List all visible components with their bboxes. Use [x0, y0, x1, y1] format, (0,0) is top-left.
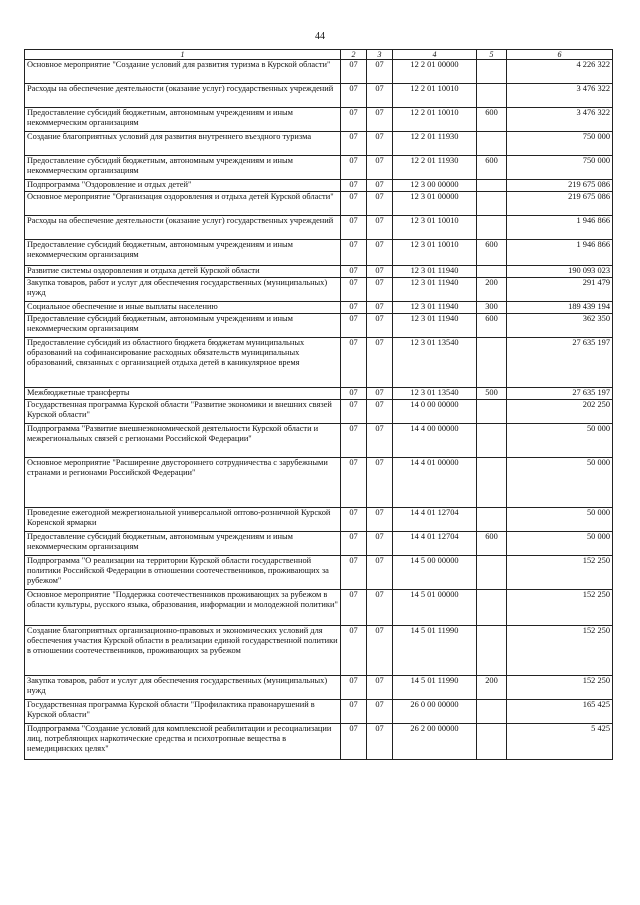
row-amount: 152 250	[507, 626, 613, 676]
budget-table	[24, 49, 613, 760]
table-row	[25, 424, 613, 458]
row-amount: 750 000	[507, 156, 613, 180]
row-amount: 50 000	[507, 508, 613, 532]
row-target-article: 14 5 01 11990	[393, 626, 477, 676]
row-subsection: 07	[367, 192, 393, 216]
row-subsection: 07	[367, 590, 393, 626]
row-expense-type	[477, 216, 507, 240]
row-target-article: 14 5 01 11990	[393, 676, 477, 700]
row-name: Предоставление субсидий бюджетным, автономным учреждениям и иным некоммерческим организациям	[25, 156, 341, 180]
row-name: Расходы на обеспечение деятельности (оказание услуг) государственных учреждений	[25, 216, 341, 240]
row-expense-type: 500	[477, 388, 507, 400]
row-target-article: 12 2 01 00000	[393, 60, 477, 84]
row-name: Подпрограмма "Развитие внешнеэкономической деятельности Курской области и межрегиональных связей с регионами Российской Федерации"	[25, 424, 341, 458]
row-section: 07	[341, 60, 367, 84]
column-header-name: 1	[25, 50, 341, 60]
row-section: 07	[341, 266, 367, 278]
row-expense-type	[477, 132, 507, 156]
row-target-article: 14 4 01 12704	[393, 508, 477, 532]
row-name: Проведение ежегодной межрегиональной универсальной оптово-розничной Курской Коренской ярмарки	[25, 508, 341, 532]
row-section: 07	[341, 424, 367, 458]
row-amount: 5 425	[507, 724, 613, 760]
row-expense-type: 200	[477, 676, 507, 700]
row-subsection: 07	[367, 676, 393, 700]
row-name: Предоставление субсидий бюджетным, автономным учреждениям и иным некоммерческим организациям	[25, 532, 341, 556]
row-amount: 50 000	[507, 424, 613, 458]
row-amount: 152 250	[507, 590, 613, 626]
table-row	[25, 700, 613, 724]
table-row	[25, 676, 613, 700]
row-expense-type	[477, 84, 507, 108]
row-name: Развитие системы оздоровления и отдыха детей Курской области	[25, 266, 341, 278]
row-section: 07	[341, 676, 367, 700]
row-section: 07	[341, 156, 367, 180]
row-target-article: 14 5 01 00000	[393, 590, 477, 626]
row-name: Предоставление субсидий бюджетным, автономным учреждениям и иным некоммерческим организациям	[25, 108, 341, 132]
row-name: Закупка товаров, работ и услуг для обеспечения государственных (муниципальных) нужд	[25, 676, 341, 700]
row-expense-type	[477, 338, 507, 388]
row-subsection: 07	[367, 424, 393, 458]
row-name: Основное мероприятие "Поддержка соотечественников проживающих за рубежом в области культуры, русского языка, образования, информации и молодежной политики"	[25, 590, 341, 626]
row-expense-type	[477, 400, 507, 424]
row-expense-type: 600	[477, 240, 507, 266]
table-row	[25, 724, 613, 760]
row-section: 07	[341, 192, 367, 216]
row-subsection: 07	[367, 240, 393, 266]
row-name: Подпрограмма "Создание условий для комплексной реабилитации и ресоциализации лиц, потребляющих наркотические средства и психотропные вещества в немедицинских целях"	[25, 724, 341, 760]
page-number: 44	[315, 31, 325, 42]
table-row	[25, 240, 613, 266]
table-row	[25, 132, 613, 156]
row-section: 07	[341, 84, 367, 108]
row-target-article: 14 4 01 00000	[393, 458, 477, 508]
row-section: 07	[341, 700, 367, 724]
table-row	[25, 314, 613, 338]
row-name: Предоставление субсидий бюджетным, автономным учреждениям и иным некоммерческим организациям	[25, 314, 341, 338]
budget-table-body	[25, 60, 613, 760]
table-row	[25, 216, 613, 240]
table-row	[25, 400, 613, 424]
row-amount: 4 226 322	[507, 60, 613, 84]
row-name: Создание благоприятных организационно-правовых и экономических условий для обеспечения участия Курской области в реализации единой государственной политики в отношении соотечественников, проживающих за рубежом	[25, 626, 341, 676]
row-section: 07	[341, 216, 367, 240]
row-expense-type: 600	[477, 532, 507, 556]
row-target-article: 12 2 01 10010	[393, 84, 477, 108]
row-subsection: 07	[367, 108, 393, 132]
row-expense-type: 300	[477, 302, 507, 314]
table-row	[25, 266, 613, 278]
row-subsection: 07	[367, 278, 393, 302]
row-expense-type	[477, 626, 507, 676]
row-section: 07	[341, 724, 367, 760]
row-target-article: 12 3 01 00000	[393, 192, 477, 216]
row-amount: 27 635 197	[507, 388, 613, 400]
row-name: Подпрограмма "Оздоровление и отдых детей"	[25, 180, 341, 192]
row-amount: 291 479	[507, 278, 613, 302]
row-name: Социальное обеспечение и иные выплаты населению	[25, 302, 341, 314]
row-section: 07	[341, 590, 367, 626]
table-row	[25, 156, 613, 180]
row-subsection: 07	[367, 338, 393, 388]
row-target-article: 12 2 01 11930	[393, 156, 477, 180]
row-amount: 190 093 023	[507, 266, 613, 278]
row-amount: 1 946 866	[507, 240, 613, 266]
row-section: 07	[341, 180, 367, 192]
row-section: 07	[341, 626, 367, 676]
row-subsection: 07	[367, 700, 393, 724]
row-amount: 165 425	[507, 700, 613, 724]
row-subsection: 07	[367, 724, 393, 760]
table-row	[25, 532, 613, 556]
row-target-article: 12 3 01 11940	[393, 314, 477, 338]
table-row	[25, 302, 613, 314]
row-amount: 50 000	[507, 458, 613, 508]
column-header-pr: 3	[367, 50, 393, 60]
column-header-rz: 2	[341, 50, 367, 60]
row-name: Предоставление субсидий из областного бюджета бюджетам муниципальных образований на софинансирование расходных обязательств муниципальных образований, связанных с организацией отдыха детей в каникулярное время	[25, 338, 341, 388]
row-expense-type: 600	[477, 156, 507, 180]
row-target-article: 12 3 01 11940	[393, 266, 477, 278]
row-amount: 3 476 322	[507, 108, 613, 132]
row-expense-type	[477, 458, 507, 508]
row-section: 07	[341, 458, 367, 508]
table-row	[25, 556, 613, 590]
row-section: 07	[341, 132, 367, 156]
row-target-article: 12 3 01 10010	[393, 216, 477, 240]
row-subsection: 07	[367, 216, 393, 240]
row-section: 07	[341, 532, 367, 556]
row-section: 07	[341, 314, 367, 338]
row-name: Расходы на обеспечение деятельности (оказание услуг) государственных учреждений	[25, 84, 341, 108]
row-expense-type	[477, 266, 507, 278]
row-subsection: 07	[367, 314, 393, 338]
row-section: 07	[341, 508, 367, 532]
row-section: 07	[341, 302, 367, 314]
row-amount: 189 439 194	[507, 302, 613, 314]
row-expense-type	[477, 60, 507, 84]
row-name: Основное мероприятие "Расширение двустороннего сотрудничества с зарубежными странами и регионами Российской Федерации"	[25, 458, 341, 508]
table-row	[25, 590, 613, 626]
table-row	[25, 84, 613, 108]
row-amount: 50 000	[507, 532, 613, 556]
table-row	[25, 108, 613, 132]
table-row	[25, 338, 613, 388]
row-section: 07	[341, 556, 367, 590]
row-subsection: 07	[367, 388, 393, 400]
row-target-article: 26 0 00 00000	[393, 700, 477, 724]
row-section: 07	[341, 278, 367, 302]
row-expense-type	[477, 192, 507, 216]
row-section: 07	[341, 400, 367, 424]
row-amount: 152 250	[507, 676, 613, 700]
row-name: Основное мероприятие "Организация оздоровления и отдыха детей Курской области"	[25, 192, 341, 216]
row-subsection: 07	[367, 132, 393, 156]
row-name: Подпрограмма "О реализации на территории Курской области государственной политики Российской Федерации в отношении соотечественников, проживающих за рубежом"	[25, 556, 341, 590]
row-target-article: 14 0 00 00000	[393, 400, 477, 424]
row-expense-type	[477, 424, 507, 458]
row-target-article: 12 2 01 11930	[393, 132, 477, 156]
row-expense-type	[477, 724, 507, 760]
row-expense-type: 600	[477, 108, 507, 132]
row-name: Создание благоприятных условий для развития внутреннего въездного туризма	[25, 132, 341, 156]
row-name: Предоставление субсидий бюджетным, автономным учреждениям и иным некоммерческим организациям	[25, 240, 341, 266]
row-amount: 3 476 322	[507, 84, 613, 108]
table-row	[25, 192, 613, 216]
row-subsection: 07	[367, 532, 393, 556]
table-row	[25, 180, 613, 192]
table-row	[25, 458, 613, 508]
row-amount: 202 250	[507, 400, 613, 424]
row-amount: 27 635 197	[507, 338, 613, 388]
row-expense-type: 600	[477, 314, 507, 338]
row-amount: 1 946 866	[507, 216, 613, 240]
row-subsection: 07	[367, 180, 393, 192]
row-target-article: 12 3 00 00000	[393, 180, 477, 192]
row-subsection: 07	[367, 508, 393, 532]
row-target-article: 12 3 01 11940	[393, 278, 477, 302]
row-name: Государственная программа Курской области "Развитие экономики и внешних связей Курской области"	[25, 400, 341, 424]
row-subsection: 07	[367, 84, 393, 108]
row-target-article: 14 4 00 00000	[393, 424, 477, 458]
header-row	[25, 50, 613, 60]
row-section: 07	[341, 108, 367, 132]
row-subsection: 07	[367, 156, 393, 180]
row-name: Закупка товаров, работ и услуг для обеспечения государственных (муниципальных) нужд	[25, 278, 341, 302]
row-section: 07	[341, 388, 367, 400]
row-section: 07	[341, 240, 367, 266]
table-row	[25, 278, 613, 302]
row-amount: 219 675 086	[507, 192, 613, 216]
row-subsection: 07	[367, 556, 393, 590]
table-row	[25, 626, 613, 676]
row-subsection: 07	[367, 266, 393, 278]
row-expense-type	[477, 180, 507, 192]
column-header-csr: 4	[393, 50, 477, 60]
row-amount: 362 350	[507, 314, 613, 338]
row-target-article: 12 3 01 11940	[393, 302, 477, 314]
row-subsection: 07	[367, 458, 393, 508]
row-expense-type	[477, 590, 507, 626]
table-row	[25, 508, 613, 532]
column-header-sum: 6	[507, 50, 613, 60]
row-name: Межбюджетные трансферты	[25, 388, 341, 400]
row-name: Основное мероприятие "Создание условий для развития туризма в Курской области"	[25, 60, 341, 84]
row-expense-type	[477, 556, 507, 590]
row-target-article: 12 3 01 10010	[393, 240, 477, 266]
row-target-article: 26 2 00 00000	[393, 724, 477, 760]
row-subsection: 07	[367, 60, 393, 84]
row-target-article: 12 3 01 13540	[393, 338, 477, 388]
row-subsection: 07	[367, 302, 393, 314]
column-header-vr: 5	[477, 50, 507, 60]
row-name: Государственная программа Курской области "Профилактика правонарушений в Курской области"	[25, 700, 341, 724]
row-target-article: 12 3 01 13540	[393, 388, 477, 400]
row-amount: 219 675 086	[507, 180, 613, 192]
row-expense-type	[477, 508, 507, 532]
row-target-article: 12 2 01 10010	[393, 108, 477, 132]
row-expense-type	[477, 700, 507, 724]
row-subsection: 07	[367, 400, 393, 424]
row-section: 07	[341, 338, 367, 388]
row-expense-type: 200	[477, 278, 507, 302]
row-amount: 750 000	[507, 132, 613, 156]
row-target-article: 14 5 00 00000	[393, 556, 477, 590]
row-amount: 152 250	[507, 556, 613, 590]
row-target-article: 14 4 01 12704	[393, 532, 477, 556]
table-row	[25, 60, 613, 84]
row-subsection: 07	[367, 626, 393, 676]
table-row	[25, 388, 613, 400]
